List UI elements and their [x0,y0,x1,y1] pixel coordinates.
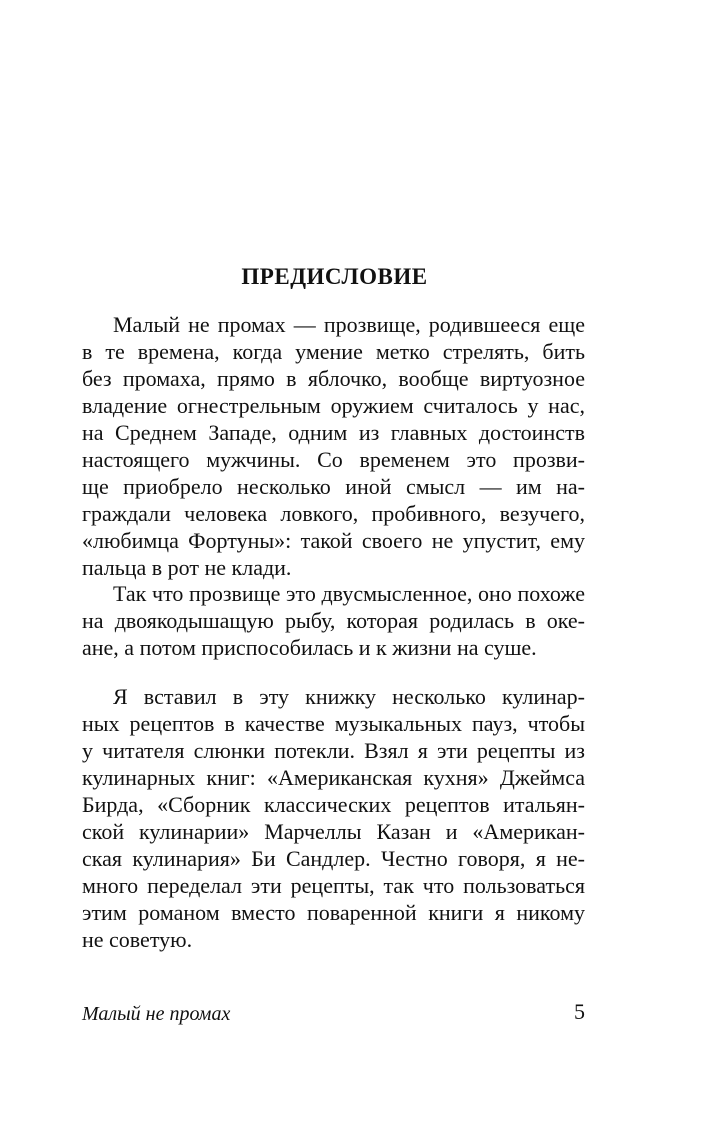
page-number: 5 [574,999,585,1024]
text-line: кулинарных книг: «Американская кухня» Джеймса [82,765,585,790]
text-line: владение огнестрельным оружием считалось у нас, [82,393,585,418]
text-line: на двоякодышащую рыбу, которая родилась в оке- [82,608,585,633]
text-line: Так что прозвище это двусмысленное, оно похоже [113,581,585,606]
text-line: у читателя слюнки потекли. Взял я эти рецепты из [82,738,585,763]
text-line: ных рецептов в качестве музыкальных пауз, чтобы [82,711,585,736]
text-line: Малый не промах — прозвище, родившееся еще [113,312,585,337]
paragraph-3 [82,683,585,953]
page-title: ПРЕДИСЛОВИЕ [241,264,428,289]
text-line: настоящего мужчины. Со временем это прозви- [82,447,585,472]
text-line: граждали человека ловкого, пробивного, везучего, [82,501,585,526]
text-line: ская кулинария» Би Сандлер. Честно говоря, я не- [82,846,585,871]
text-line: Бирда, «Сборник классических рецептов итальян- [82,792,585,817]
text-line: «любимца Фортуны»: такой своего не упустит, ему [82,528,585,553]
running-footer-title: Малый не промах [82,1003,231,1025]
paragraph-2 [82,580,585,661]
paragraph-1 [82,311,585,581]
text-line: много переделал эти рецепты, так что пользоваться [82,873,585,898]
text-line: в те времена, когда умение метко стрелять, бить [82,339,585,364]
text-line: не советую. [82,927,193,952]
text-line: на Среднем Западе, одним из главных достоинств [82,420,585,445]
text-line: ской кулинарии» Марчеллы Казан и «Американ- [82,819,585,844]
text-line: ще приобрело несколько иной смысл — им на- [82,474,585,499]
text-line: пальца в рот не клади. [82,555,292,580]
text-line: этим романом вместо поваренной книги я никому [82,900,585,925]
text-line: без промаха, прямо в яблочко, вообще виртуозное [82,366,585,391]
text-line: Я вставил в эту книжку несколько кулинар- [113,684,585,709]
text-line: ане, а потом приспособилась и к жизни на суше. [82,635,537,660]
